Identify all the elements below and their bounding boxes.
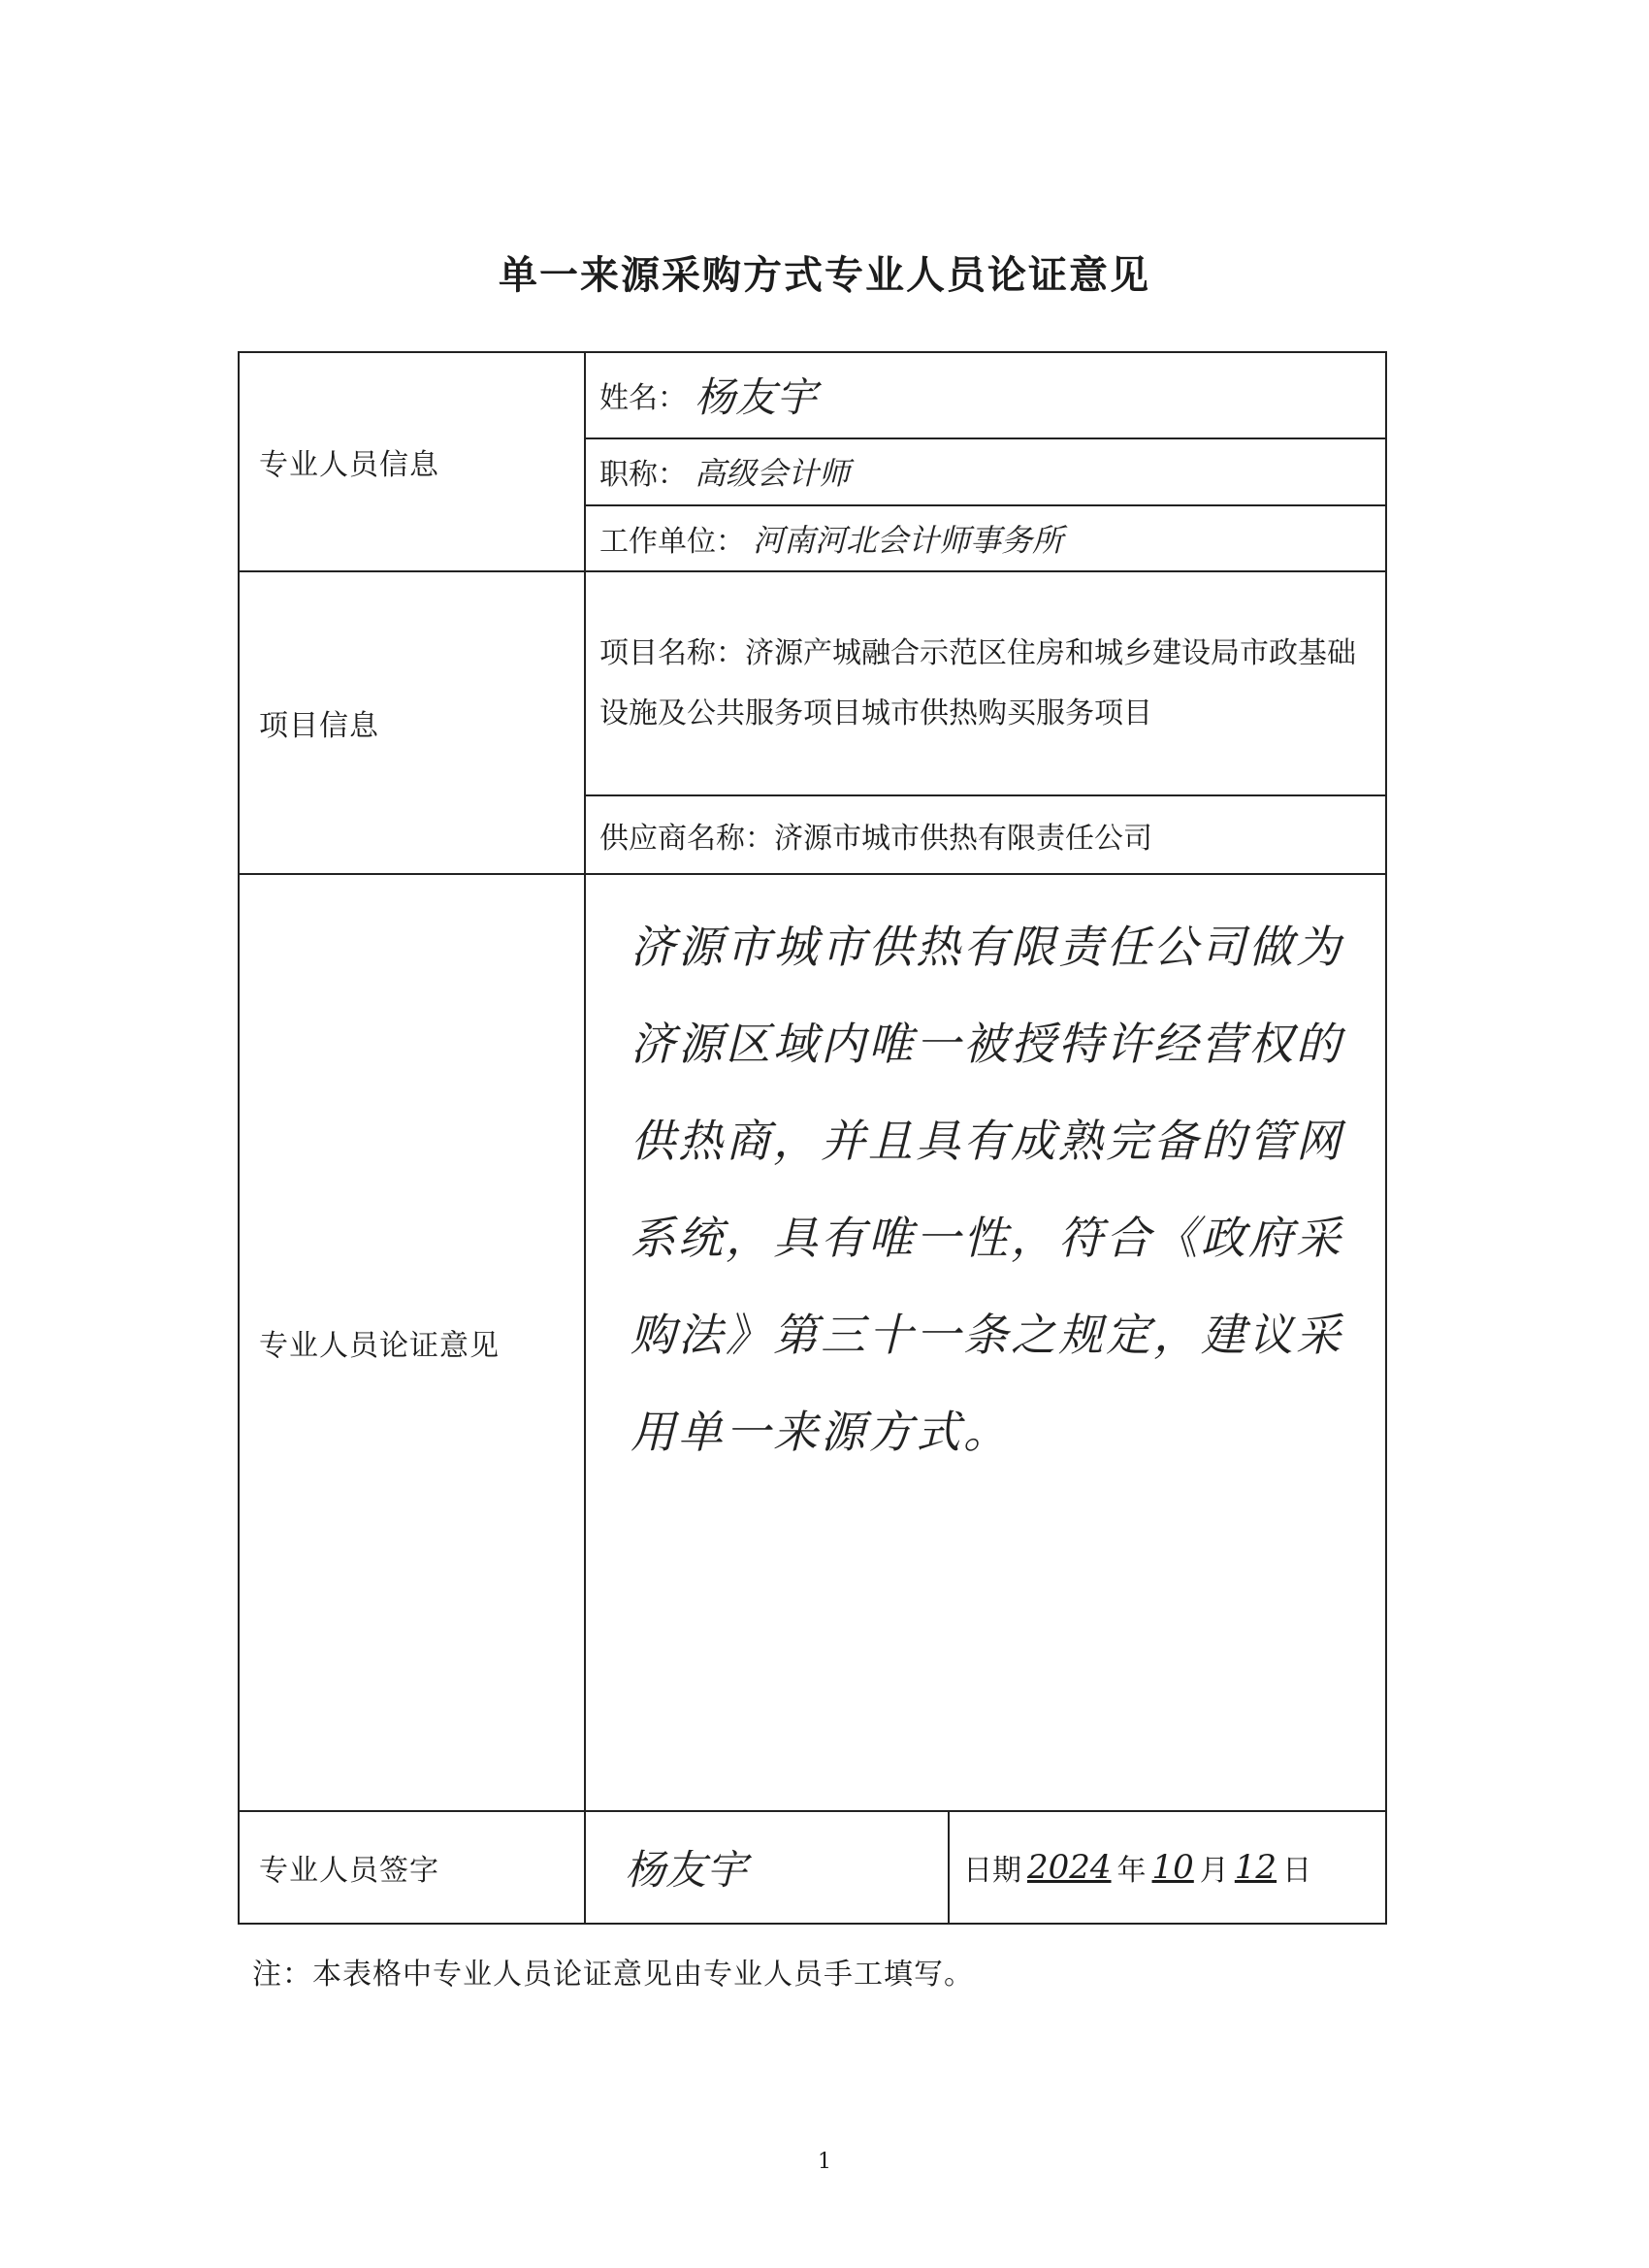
- opinion-label: 专业人员论证意见: [239, 874, 585, 1811]
- date-month-value: 10: [1151, 1848, 1194, 1887]
- title-row: [586, 438, 1385, 505]
- signature-value: 杨友宇: [625, 1846, 748, 1894]
- page-number: 1: [818, 2150, 831, 2174]
- signature-label: 专业人员签字: [239, 1811, 585, 1924]
- date-day-unit: 日: [1282, 1854, 1312, 1888]
- personnel-info-label: 专业人员信息: [239, 352, 585, 571]
- title-label: 职称：: [599, 458, 687, 493]
- signature-box: [586, 1812, 950, 1923]
- date-box: [950, 1812, 1385, 1923]
- date-year-unit: 年: [1116, 1854, 1147, 1888]
- date-day-value: 12: [1234, 1848, 1277, 1887]
- name-row: [586, 353, 1385, 438]
- page-title: 单一来源采购方式专业人员论证意见: [499, 252, 1150, 298]
- footnote: 注：本表格中专业人员论证意见由专业人员手工填写。: [252, 1958, 974, 1992]
- project-name-text: 项目名称：济源产城融合示范区住房和城乡建设局市政基础设施及公共服务项目城市供热购买服务项目: [586, 572, 1385, 795]
- personnel-info-fields: [586, 353, 1385, 570]
- date-month-unit: 月: [1199, 1854, 1229, 1888]
- project-info-cell: [585, 571, 1386, 874]
- date-year-value: 2024: [1027, 1848, 1112, 1887]
- date-label: 日期: [963, 1854, 1021, 1888]
- name-value: 杨友宇: [695, 373, 818, 422]
- opinion-form-table: [238, 351, 1387, 1925]
- opinion-cell: [585, 874, 1386, 1811]
- supplier-name-text: 供应商名称：济源市城市供热有限责任公司: [599, 821, 1152, 856]
- employer-row: [586, 505, 1385, 571]
- employer-label: 工作单位：: [599, 524, 745, 559]
- project-info-fields: [586, 572, 1385, 873]
- opinion-handwritten-text: 济源市城市供热有限责任公司做为济源区域内唯一被授特许经营权的供热商，并且具有成熟完备的管网系统，具有唯一性，符合《政府采购法》第三十一条之规定，建议采用单一来源方式。: [630, 921, 1343, 1458]
- title-value: 高级会计师: [695, 455, 851, 493]
- employer-value: 河南河北会计师事务所: [753, 521, 1064, 559]
- personnel-info-cell: [585, 352, 1386, 571]
- project-info-label: 项目信息: [239, 571, 585, 874]
- signature-cell: [585, 1811, 1386, 1924]
- name-label: 姓名：: [599, 381, 687, 416]
